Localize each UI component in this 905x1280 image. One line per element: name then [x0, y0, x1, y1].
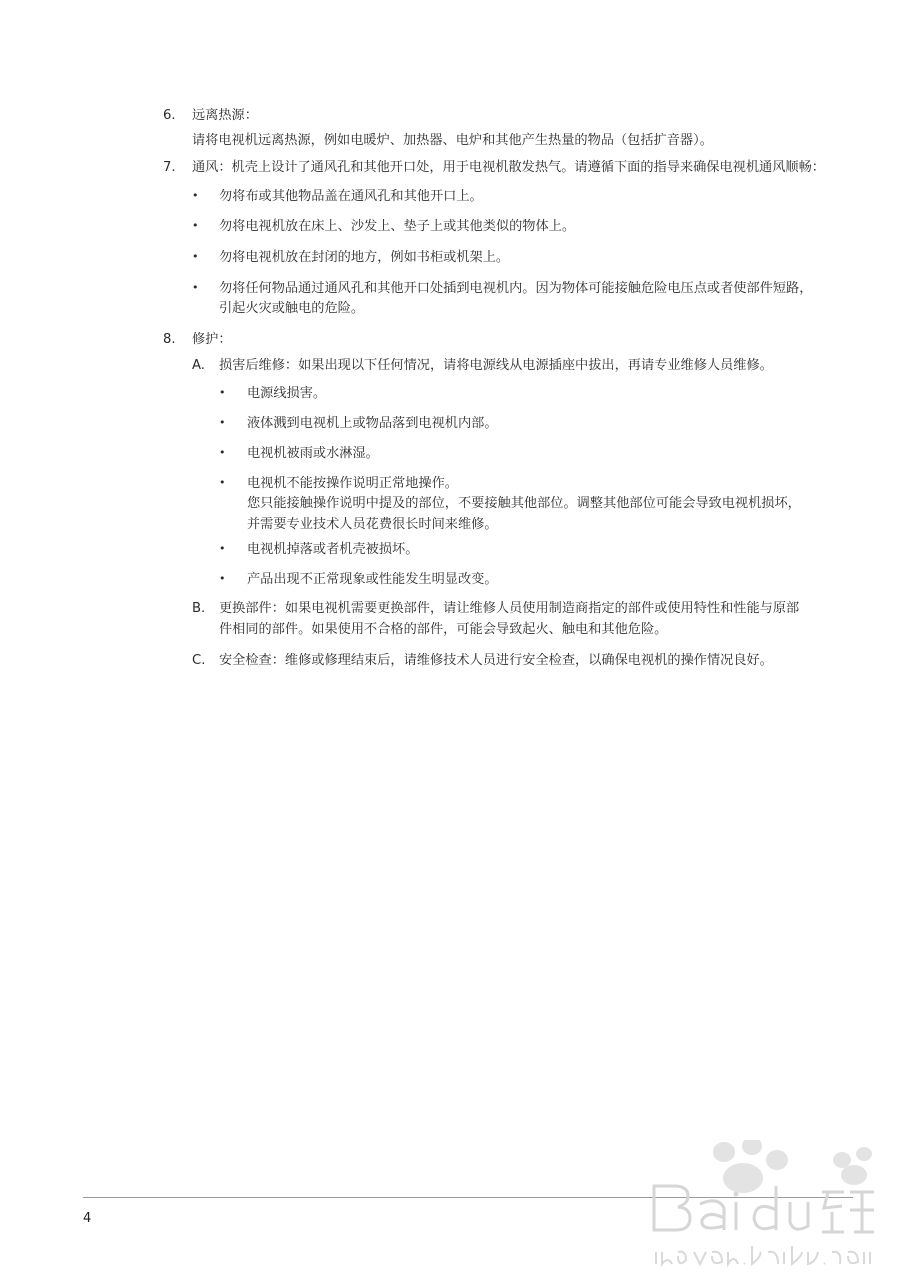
sub-a-bullet-6: 产品出现不正常现象或性能发生明显改变。: [247, 572, 498, 587]
sub-a-bullet-3: 电视机被雨或水淋湿。: [247, 446, 379, 461]
bullet-icon: •: [219, 476, 226, 489]
bullet-icon: •: [219, 386, 226, 399]
sub-a-bullet-2: 液体溅到电视机上或物品落到电视机内部。: [247, 416, 498, 431]
bullet-icon: •: [192, 281, 199, 294]
item-8-title: 修护：: [192, 332, 232, 347]
item-7-bullet-3: 勿将电视机放在封闭的地方，例如书柜或机架上。: [219, 250, 510, 265]
sub-a-bullet-1: 电源线损害。: [247, 386, 327, 401]
bullet-icon: •: [192, 219, 199, 232]
sub-c-letter: C.: [192, 653, 206, 668]
page-number: 4: [83, 1211, 92, 1226]
bullet-icon: •: [192, 189, 199, 202]
item-6-title: 远离热源：: [192, 108, 258, 123]
item-8-number: 8.: [163, 332, 176, 347]
sub-a-bullet-4-line-1: 电视机不能按操作说明正常地操作。: [247, 476, 458, 491]
baidu-jingyan-watermark-logo: [632, 1140, 882, 1275]
item-6-number: 6.: [163, 108, 176, 123]
sub-a-bullet-4-line-2: 您只能接触操作说明中提及的部位，不要接触其他部位。调整其他部位可能会导致电视机损坏，: [247, 496, 801, 511]
item-7-bullet-1: 勿将布或其他物品盖在通风孔和其他开口上。: [219, 189, 483, 204]
sub-a-bullet-4-line-3: 并需要专业技术人员花费很长时间来维修。: [247, 517, 498, 532]
item-7-bullet-2: 勿将电视机放在床上、沙发上、垫子上或其他类似的物体上。: [219, 219, 576, 234]
sub-b-line-2: 件相同的部件。如果使用不合格的部件，可能会导致起火、触电和其他危险。: [219, 622, 668, 637]
sub-a-text: 损害后维修：如果出现以下任何情况，请将电源线从电源插座中拔出，再请专业维修人员维修。: [219, 358, 773, 373]
bullet-icon: •: [192, 250, 199, 263]
bullet-icon: •: [219, 542, 226, 555]
sub-c-text: 安全检查：维修或修理结束后，请维修技术人员进行安全检查，以确保电视机的操作情况良好。: [219, 653, 773, 668]
item-7-bullet-4-line-2: 引起火灾或触电的危险。: [219, 301, 365, 316]
sub-a-letter: A.: [192, 358, 205, 373]
bullet-icon: •: [219, 572, 226, 585]
item-7-bullet-4-line-1: 勿将任何物品通过通风孔和其他开口处插到电视机内。因为物体可能接触危险电压点或者使部件短路，: [219, 281, 813, 296]
sub-a-bullet-5: 电视机掉落或者机壳被损坏。: [247, 542, 419, 557]
bullet-icon: •: [219, 416, 226, 429]
sub-b-letter: B.: [192, 601, 206, 616]
bullet-icon: •: [219, 446, 226, 459]
item-6-text: 请将电视机远离热源，例如电暖炉、加热器、电炉和其他产生热量的物品（包括扩音器）。: [192, 133, 713, 148]
sub-b-line-1: 更换部件：如果电视机需要更换部件，请让维修人员使用制造商指定的部件或使用特性和性能与原部: [219, 601, 800, 616]
item-7-number: 7.: [163, 160, 176, 175]
item-7-text: 通风：机壳上设计了通风孔和其他开口处，用于电视机散发热气。请遵循下面的指导来确保电视机通风顺畅：: [192, 160, 825, 175]
